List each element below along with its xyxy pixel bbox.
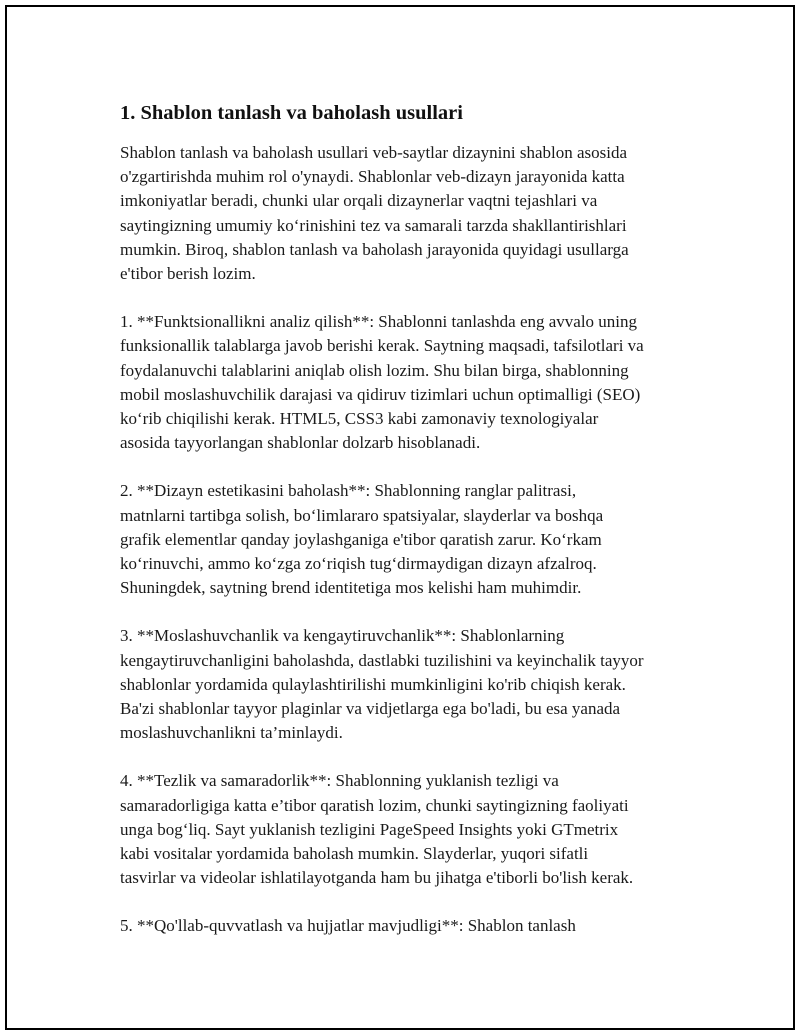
paragraph-design-aesthetics: 2. **Dizayn estetikasini baholash**: Shablonning ranglar palitrasi, matnlarni tartibga solish, bo‘limlararo spatsiyalar, slayderlar va boshqa grafik elementlar qanday joylashganiga e'tibor qaratish zarur. Ko‘rkam ko‘rinuvchi, ammo ko‘zga zo‘riqish tug‘dirmaydigan dizayn afzalroq. Shuningdek, saytning brend identitetiga mos kelishi ham muhimdir.: [120, 481, 604, 598]
paragraph-flexibility: 3. **Moslashuvchanlik va kengaytiruvchanlik**: Shablonlarning kengaytiruvchanligini baholashda, dastlabki tuzilishini va keyinchalik tayyor shablonlar yordamida qulaylashtirilishi mumkinligini ko'rib chiqish kerak. Ba'zi shablonlar tayyor plaginlar va vidjetlarga ega bo'ladi, bu esa yanada moslashuvchanlikni ta’minlaydi.: [120, 626, 644, 743]
document-body: [120, 99, 700, 963]
section-heading: 1. Shablon tanlash va baholash usullari: [120, 102, 463, 124]
paragraph-functionality: 1. **Funktsionallikni analiz qilish**: Shablonni tanlashda eng avvalo uning funksionallik talablarga javob berishi kerak. Saytning maqsadi, tafsilotlari va foydalanuvchi talablarini aniqlab olish lozim. Shu bilan birga, shablonning mobil moslashuvchilik darajasi va qidiruv tizimlari uchun optimalligi (SEO) ko‘rib chiqilishi kerak. HTML5, CSS3 kabi zamonaviy texnologiyalar asosida tayyorlangan shablonlar dolzarb hisoblanadi.: [120, 312, 644, 453]
page-border: [5, 5, 795, 1030]
paragraph-support: 5. **Qo'llab-quvvatlash va hujjatlar mavjudligi**: Shablon tanlash: [120, 916, 576, 936]
paragraph-speed: 4. **Tezlik va samaradorlik**: Shablonning yuklanish tezligi va samaradorligiga katta e’tibor qaratish lozim, chunki saytingizning faoliyati unga bog‘liq. Sayt yuklanish tezligini PageSpeed Insights yoki GTmetrix kabi vositalar yordamida baholash mumkin. Slayderlar, yuqori sifatli tasvirlar va videolar ishlatilayotganda ham bu jihatga e'tiborli bo'lish kerak.: [120, 771, 634, 888]
intro-paragraph: Shablon tanlash va baholash usullari veb-saytlar dizaynini shablon asosida o'zgartirishda muhim rol o'ynaydi. Shablonlar veb-dizayn jarayonida katta imkoniyatlar beradi, chunki ular orqali dizaynerlar vaqtni tejashlari va saytingizning umumiy ko‘rinishini tez va samarali tarzda shakllantirishlari mumkin. Biroq, shablon tanlash va baholash jarayonida quyidagi usullarga e'tibor berish lozim.: [120, 143, 629, 284]
